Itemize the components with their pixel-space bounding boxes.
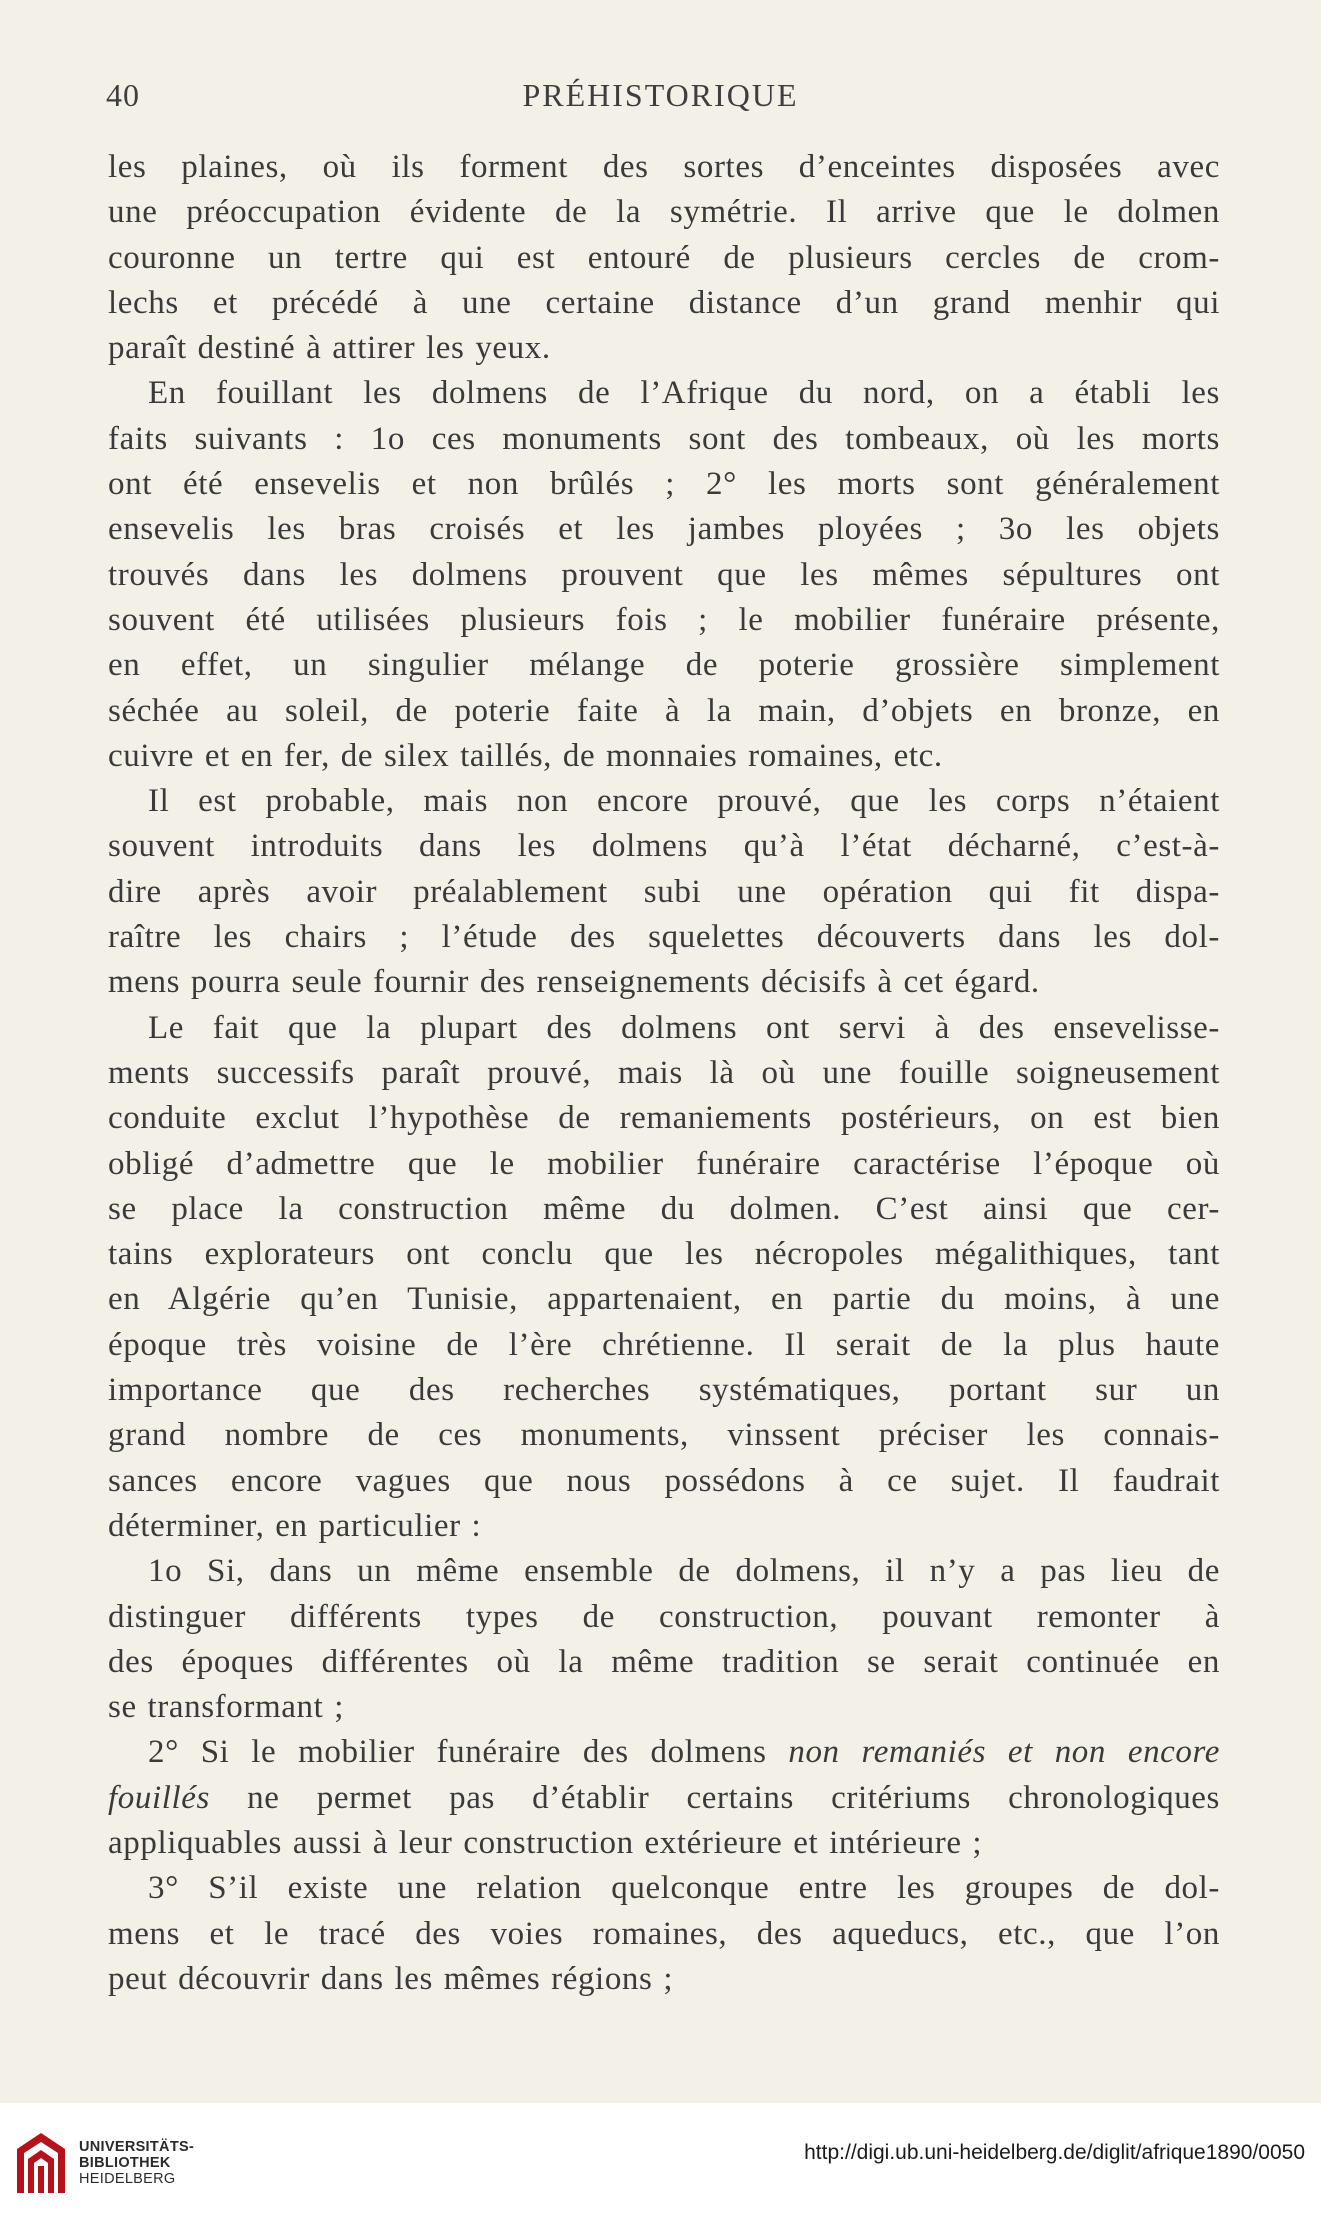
text-line-content: déterminer, en particulier :	[108, 1507, 482, 1544]
text-line	[108, 190, 1220, 235]
text-line-content: lechs et précédé à une certaine distance d’un grand menhir qui	[108, 284, 1220, 321]
text-line	[108, 1413, 1220, 1458]
text-line	[108, 598, 1220, 643]
text-line	[108, 689, 1220, 734]
text-line	[108, 1096, 1220, 1141]
text-line-content: 3° S’il existe une relation quelconque entre les groupes de dol-	[148, 1870, 1220, 1907]
text-line-content: souvent introduits dans les dolmens qu’à l’état décharné, c’est-à-	[108, 828, 1220, 865]
body-text	[108, 145, 1220, 2002]
text-line-content: tains explorateurs ont conclu que les nécropoles mégalithiques, tant	[108, 1236, 1220, 1273]
text-line-content: ensevelis les bras croisés et les jambes ployées ; 3o les objets	[108, 511, 1220, 548]
italic-text: non remaniés et non encore	[788, 1734, 1220, 1771]
text-line-content: Le fait que la plupart des dolmens ont servi à des ensevelisse-	[148, 1009, 1220, 1046]
text-line-content: 1o Si, dans un même ensemble de dolmens, il n’y a pas lieu de	[148, 1553, 1220, 1590]
library-logo-icon	[14, 2130, 68, 2196]
library-name-line-2: BIBLIOTHEK	[79, 2155, 171, 2171]
text-line	[108, 145, 1220, 190]
text-line-content: grand nombre de ces monuments, vinssent préciser les connais-	[108, 1417, 1220, 1454]
text-line	[108, 960, 1220, 1005]
text-line-content: obligé d’admettre que le mobilier funéraire caractérise l’époque où	[108, 1145, 1220, 1182]
text-line-content: cuivre et en fer, de silex taillés, de monnaies romaines, etc.	[108, 737, 943, 774]
source-url-link[interactable]: http://digi.ub.uni-heidelberg.de/diglit/afrique1890/0050	[804, 2141, 1305, 2164]
text-line	[108, 1730, 1220, 1775]
text-line	[108, 1595, 1220, 1640]
text-line	[108, 1187, 1220, 1232]
text-line-content: en effet, un singulier mélange de poterie grossière simplement	[108, 647, 1220, 684]
text-line-content: des époques différentes où la même tradition se serait continuée en	[108, 1643, 1220, 1680]
text-line-content: ont été ensevelis et non brûlés ; 2° les morts sont généralement	[108, 466, 1220, 503]
text-line	[108, 824, 1220, 869]
text-line	[108, 507, 1220, 552]
text-line	[108, 1051, 1220, 1096]
text-line	[108, 1142, 1220, 1187]
text-line	[108, 1549, 1220, 1594]
text-line-content: sances encore vagues que nous possédons à ce sujet. Il faudrait	[108, 1462, 1220, 1499]
text-line-content: une préoccupation évidente de la symétrie. Il arrive que le dolmen	[108, 194, 1220, 231]
text-line-content: peut découvrir dans les mêmes régions ;	[108, 1960, 674, 1997]
library-name-line-3: HEIDELBERG	[79, 2171, 176, 2187]
text-line	[108, 417, 1220, 462]
library-name-line-1: UNIVERSITÄTS-	[79, 2139, 195, 2155]
text-line-content: trouvés dans les dolmens prouvent que les mêmes sépultures ont	[108, 556, 1220, 593]
text-line	[108, 236, 1220, 281]
text-line	[108, 643, 1220, 688]
text-line-content: ne permet pas d’établir certains critériums chronologiques	[209, 1779, 1220, 1816]
text-line-content: paraît destiné à attirer les yeux.	[108, 330, 551, 367]
text-line	[108, 779, 1220, 824]
text-line-content: dire après avoir préalablement subi une opération qui fit dispa-	[108, 873, 1220, 910]
text-line	[108, 371, 1220, 416]
text-line-content: conduite exclut l’hypothèse de remaniements postérieurs, on est bien	[108, 1100, 1220, 1137]
text-line	[108, 1640, 1220, 1685]
text-line-content: mens et le tracé des voies romaines, des aqueducs, etc., que l’on	[108, 1915, 1220, 1952]
text-line-content: les plaines, où ils forment des sortes d’enceintes disposées avec	[108, 149, 1220, 185]
text-line	[108, 1459, 1220, 1504]
text-line	[108, 1866, 1220, 1911]
text-line	[108, 1685, 1220, 1730]
text-line-content: souvent été utilisées plusieurs fois ; le mobilier funéraire présente,	[108, 601, 1220, 638]
text-line-content: importance que des recherches systématiques, portant sur un	[108, 1372, 1220, 1409]
text-line-content: mens pourra seule fournir des renseignements décisifs à cet égard.	[108, 964, 1040, 1001]
text-line	[108, 1957, 1220, 2002]
text-line-content: couronne un tertre qui est entouré de plusieurs cercles de crom-	[108, 239, 1220, 276]
text-line	[108, 1232, 1220, 1277]
text-line-content: En fouillant les dolmens de l’Afrique du nord, on a établi les	[148, 375, 1220, 412]
text-line-content: appliquables aussi à leur construction extérieure et intérieure ;	[108, 1824, 983, 1861]
text-line-content: séchée au soleil, de poterie faite à la main, d’objets en bronze, en	[108, 692, 1220, 729]
text-line	[108, 1006, 1220, 1051]
text-line	[108, 553, 1220, 598]
text-line	[108, 1504, 1220, 1549]
library-name	[79, 2139, 194, 2187]
text-line-content: en Algérie qu’en Tunisie, appartenaient, en partie du moins, à une	[108, 1281, 1220, 1318]
text-line-content: se place la construction même du dolmen. C’est ainsi que cer-	[108, 1190, 1220, 1227]
text-line-content: ments successifs paraît prouvé, mais là où une fouille soigneusement	[108, 1054, 1220, 1091]
text-line-content: se transformant ;	[108, 1689, 344, 1726]
text-line	[108, 462, 1220, 507]
text-line	[108, 1776, 1220, 1821]
page-number: 40	[106, 77, 140, 113]
italic-text: fouillés	[108, 1779, 210, 1816]
text-line-content: faits suivants : 1o ces monuments sont des tombeaux, où les morts	[108, 420, 1220, 457]
text-line-content: raître les chairs ; l’étude des squelettes découverts dans les dol-	[108, 919, 1220, 956]
running-head: PRÉHISTORIQUE	[522, 77, 799, 113]
text-line-content: 2° Si le mobilier funéraire des dolmens	[148, 1734, 789, 1771]
text-line-content: distinguer différents types de construction, pouvant remonter à	[108, 1598, 1220, 1635]
text-line	[108, 1368, 1220, 1413]
text-line	[108, 1323, 1220, 1368]
text-line	[108, 281, 1220, 326]
text-line	[108, 1277, 1220, 1322]
text-line	[108, 870, 1220, 915]
text-line-content: Il est probable, mais non encore prouvé, que les corps n’étaient	[148, 783, 1220, 820]
text-line	[108, 1821, 1220, 1866]
text-line-content: époque très voisine de l’ère chrétienne. Il serait de la plus haute	[108, 1326, 1220, 1363]
text-line	[108, 326, 1220, 371]
text-line	[108, 734, 1220, 779]
text-line	[108, 1912, 1220, 1957]
text-line	[108, 915, 1220, 960]
